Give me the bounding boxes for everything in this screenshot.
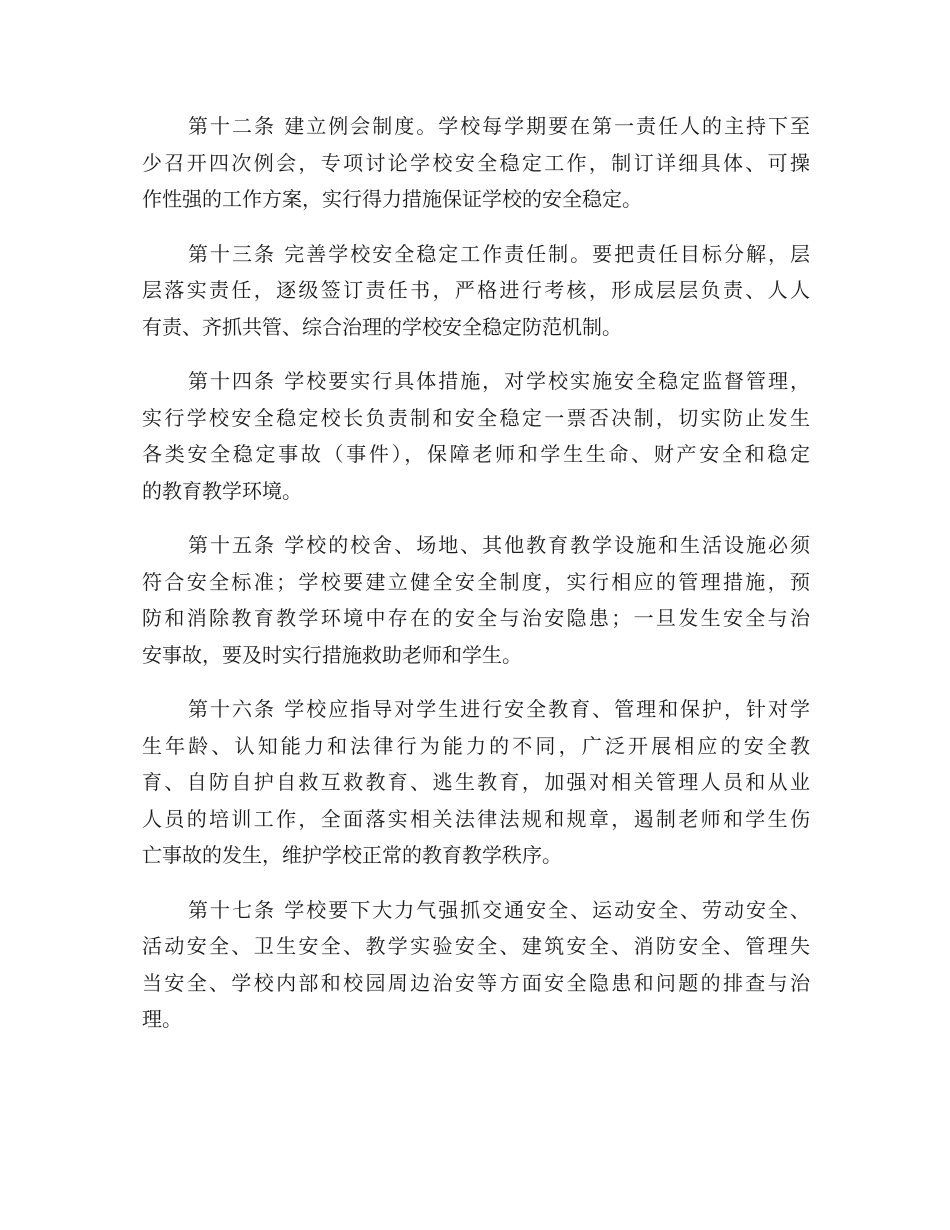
article-12-paragraph xyxy=(142,108,810,218)
paragraph-line: 第十三条 完善学校安全稳定工作责任制。要把责任目标分解，层 xyxy=(188,241,810,266)
paragraph-line: 第十五条 学校的校舍、场地、其他教育教学设施和生活设施必须 xyxy=(188,533,810,557)
article-16-paragraph xyxy=(142,691,810,874)
paragraph-line: 育、自防自护自救互救教育、逃生教育，加强对相关管理人员和从业 xyxy=(142,770,810,794)
paragraph-line: 理。 xyxy=(142,1007,182,1031)
paragraph-line: 符合安全标准；学校要建立健全安全制度，实行相应的管理措施，预 xyxy=(142,569,810,594)
paragraph-line: 少召开四次例会，专项讨论学校安全稳定工作，制订详细具体、可操 xyxy=(142,150,810,175)
paragraph-line: 防和消除教育教学环境中存在的安全与治安隐患；一旦发生安全与治 xyxy=(142,606,810,630)
article-13-paragraph xyxy=(142,236,810,346)
article-15-paragraph xyxy=(142,527,810,673)
paragraph-line: 各类安全稳定事故（事件），保障老师和学生生命、财产安全和稳定 xyxy=(142,442,810,466)
article-14-paragraph xyxy=(142,363,810,509)
paragraph-line: 层落实责任，逐级签订责任书，严格进行考核，形成层层负责、人人 xyxy=(142,278,810,302)
paragraph-line: 的教育教学环境。 xyxy=(142,478,302,503)
document-page xyxy=(142,108,810,1056)
paragraph-line: 当安全、学校内部和校园周边治安等方面安全隐患和问题的排查与治 xyxy=(142,970,810,995)
paragraph-line: 生年龄、认知能力和法律行为能力的不同，广泛开展相应的安全教 xyxy=(142,733,810,758)
paragraph-line: 人员的培训工作，全面落实相关法律法规和规章，遏制老师和学生伤 xyxy=(142,806,810,831)
article-17-paragraph xyxy=(142,892,810,1038)
paragraph-line: 第十六条 学校应指导对学生进行安全教育、管理和保护，针对学 xyxy=(188,697,810,721)
paragraph-line: 第十四条 学校要实行具体措施，对学校实施安全稳定监督管理， xyxy=(188,369,810,393)
paragraph-line: 有责、齐抓共管、综合治理的学校安全稳定防范机制。 xyxy=(142,314,622,339)
paragraph-line: 安事故，要及时实行措施救助老师和学生。 xyxy=(142,642,522,667)
paragraph-line: 活动安全、卫生安全、教学实验安全、建筑安全、消防安全、管理失 xyxy=(142,934,810,958)
paragraph-line: 亡事故的发生，维护学校正常的教育教学秩序。 xyxy=(142,843,562,867)
paragraph-line: 第十七条 学校要下大力气强抓交通安全、运动安全、劳动安全、 xyxy=(188,897,810,922)
paragraph-line: 作性强的工作方案，实行得力措施保证学校的安全稳定。 xyxy=(142,187,642,211)
paragraph-line: 第十二条 建立例会制度。学校每学期要在第一责任人的主持下至 xyxy=(188,114,810,138)
paragraph-line: 实行学校安全稳定校长负责制和安全稳定一票否决制，切实防止发生 xyxy=(142,405,810,430)
